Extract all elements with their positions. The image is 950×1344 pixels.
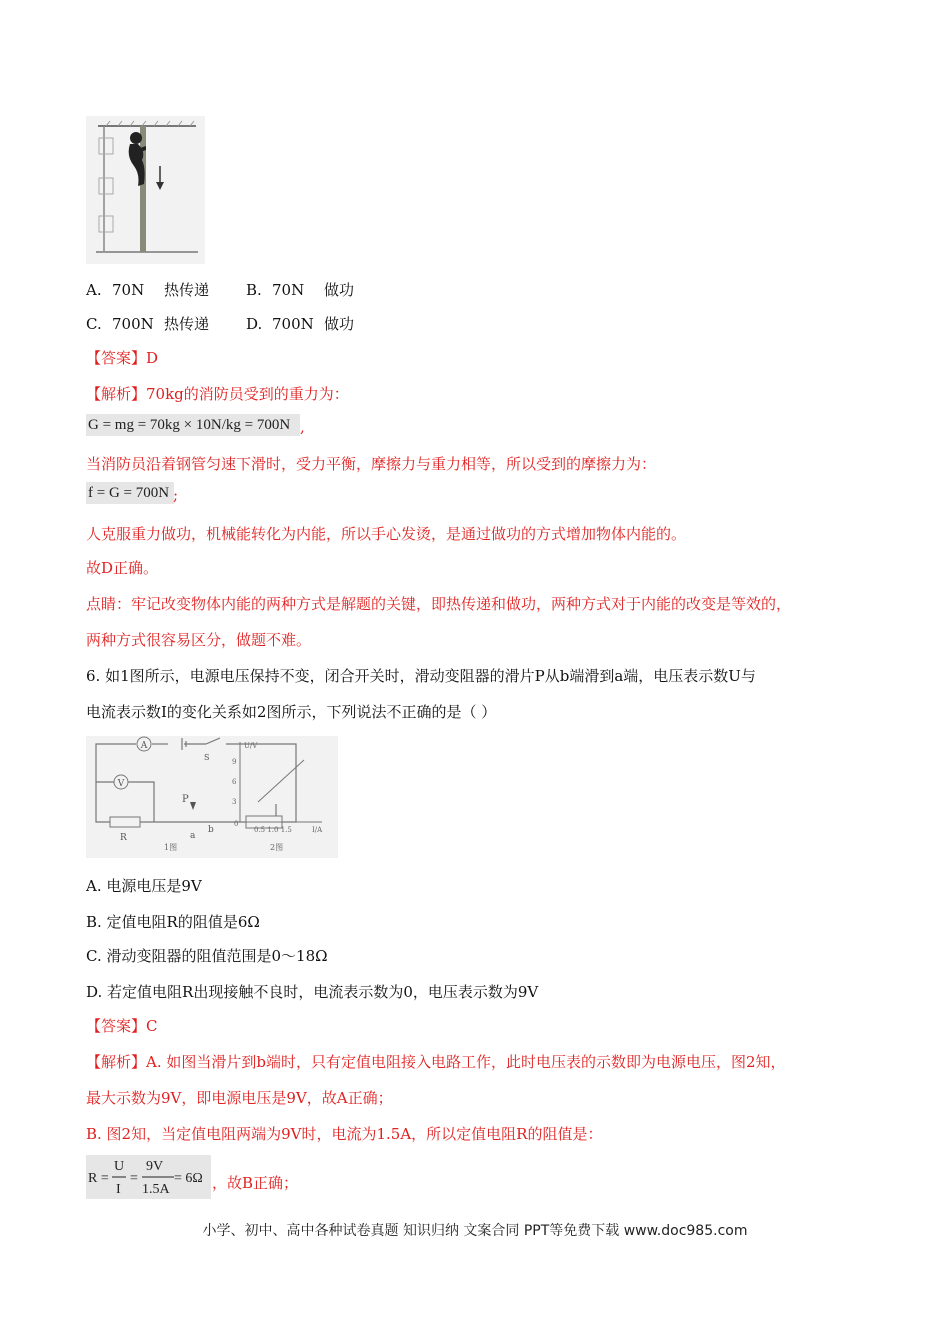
circuit-and-graph-figure [86,736,338,858]
graph-y-tick: 6 [232,778,237,786]
q6-option-b: B. 定值电阻R的阻值是6Ω [86,913,260,931]
q6-answer: 【答案】C [86,1017,158,1035]
q6-analysis-line-3: B. 图2知，当定值电阻两端为9V时，电流为1.5A，所以定值电阻R的阻值是： [86,1125,603,1143]
fig2-label: 2图 [270,843,284,852]
graph-y-tick: 3 [232,798,237,806]
page-footer: 小学、初中、高中各种试卷真题 知识归纳 文案合同 PPT等免费下载 www.doc985.com [202,1223,748,1239]
q6-option-d: D. 若定值电阻R出现接触不良时，电流表示数为0，电压表示数为9V [86,983,539,1001]
formula-num-2: 9V [146,1159,164,1174]
q5-work-line: 人克服重力做功，机械能转化为内能，所以手心发烫，是通过做功的方式增加物体内能的。 [86,525,687,543]
graph-origin: 0 [234,820,239,828]
q6-resistance-formula [86,1155,211,1199]
graph-y-tick: 9 [232,758,237,766]
q5-analysis-intro: 【解析】70kg的消防员受到的重力为： [86,385,349,403]
q6-analysis-line-2: 最大示数为9V，即电源电压是9V，故A正确； [86,1089,393,1107]
formula-den-2: 1.5A [142,1182,170,1197]
graph-y-axis-label: U/V [244,742,258,750]
voltmeter-label: V [117,779,125,789]
q5-friction-line: 当消防员沿着钢管匀速下滑时，受力平衡，摩擦力与重力相等，所以受到的摩擦力为： [86,455,657,473]
q5-conclusion: 故D正确。 [86,559,159,577]
graph-x-axis-label: I/A [312,826,323,834]
q6-stem-line-1: 6. 如1图所示，电源电压保持不变，闭合开关时，滑动变阻器的滑片P从b端滑到a端，电压表示数U与 [86,667,756,685]
q6-analysis-line-1: 【解析】A. 如图当滑片到b端时，只有定值电阻接入电路工作，此时电压表的示数即为电源电压，图2知， [86,1053,786,1071]
graph-x-ticks: 0.5 1.0 1.5 [254,826,292,834]
q5-answer: 【答案】D [86,349,159,367]
formula-eq: = [130,1171,138,1186]
end-b-label: b [208,825,214,835]
q5-tip-line-2: 两种方式很容易区分，做题不难。 [86,631,312,649]
formula-num-1: U [114,1159,125,1174]
q5-formula-friction: f = G = 700N [86,482,174,504]
q6-option-c: C. 滑动变阻器的阻值范围是0～18Ω [86,947,328,965]
q5-tip-line-1: 点睛：牢记改变物体内能的两种方式是解题的关键，即热传递和做功，两种方式对于内能的改变是等效的， [86,595,792,613]
q5-options-row-1: A. 70N 热传递 B. 70N 做功 [86,281,355,299]
end-a-label: a [190,831,196,841]
q5-options-row-2: C. 700N 热传递 D. 700N 做功 [86,315,355,333]
q6-option-a: A. 电源电压是9V [86,877,202,895]
q5-formula-friction-end: ; [173,486,179,504]
formula-rhs: = 6Ω [174,1171,203,1186]
formula-lhs: R = [88,1171,109,1186]
firefighter-figure [86,116,205,264]
fig1-label: 1图 [164,843,178,852]
q5-formula-gravity-end: , [300,418,305,436]
formula-den-1: I [116,1182,121,1197]
slider-label: P [182,794,189,805]
q6-stem-line-2: 电流表示数I的变化关系如2图所示，下列说法不正确的是（ ） [86,703,497,721]
ammeter-label: A [140,741,148,751]
q5-formula-gravity: G = mg = 70kg × 10N/kg = 700N [86,414,300,436]
resistor-label: R [120,833,127,843]
switch-label: S [204,753,210,762]
q6-analysis-line-3-end: ，故B正确； [212,1174,299,1192]
